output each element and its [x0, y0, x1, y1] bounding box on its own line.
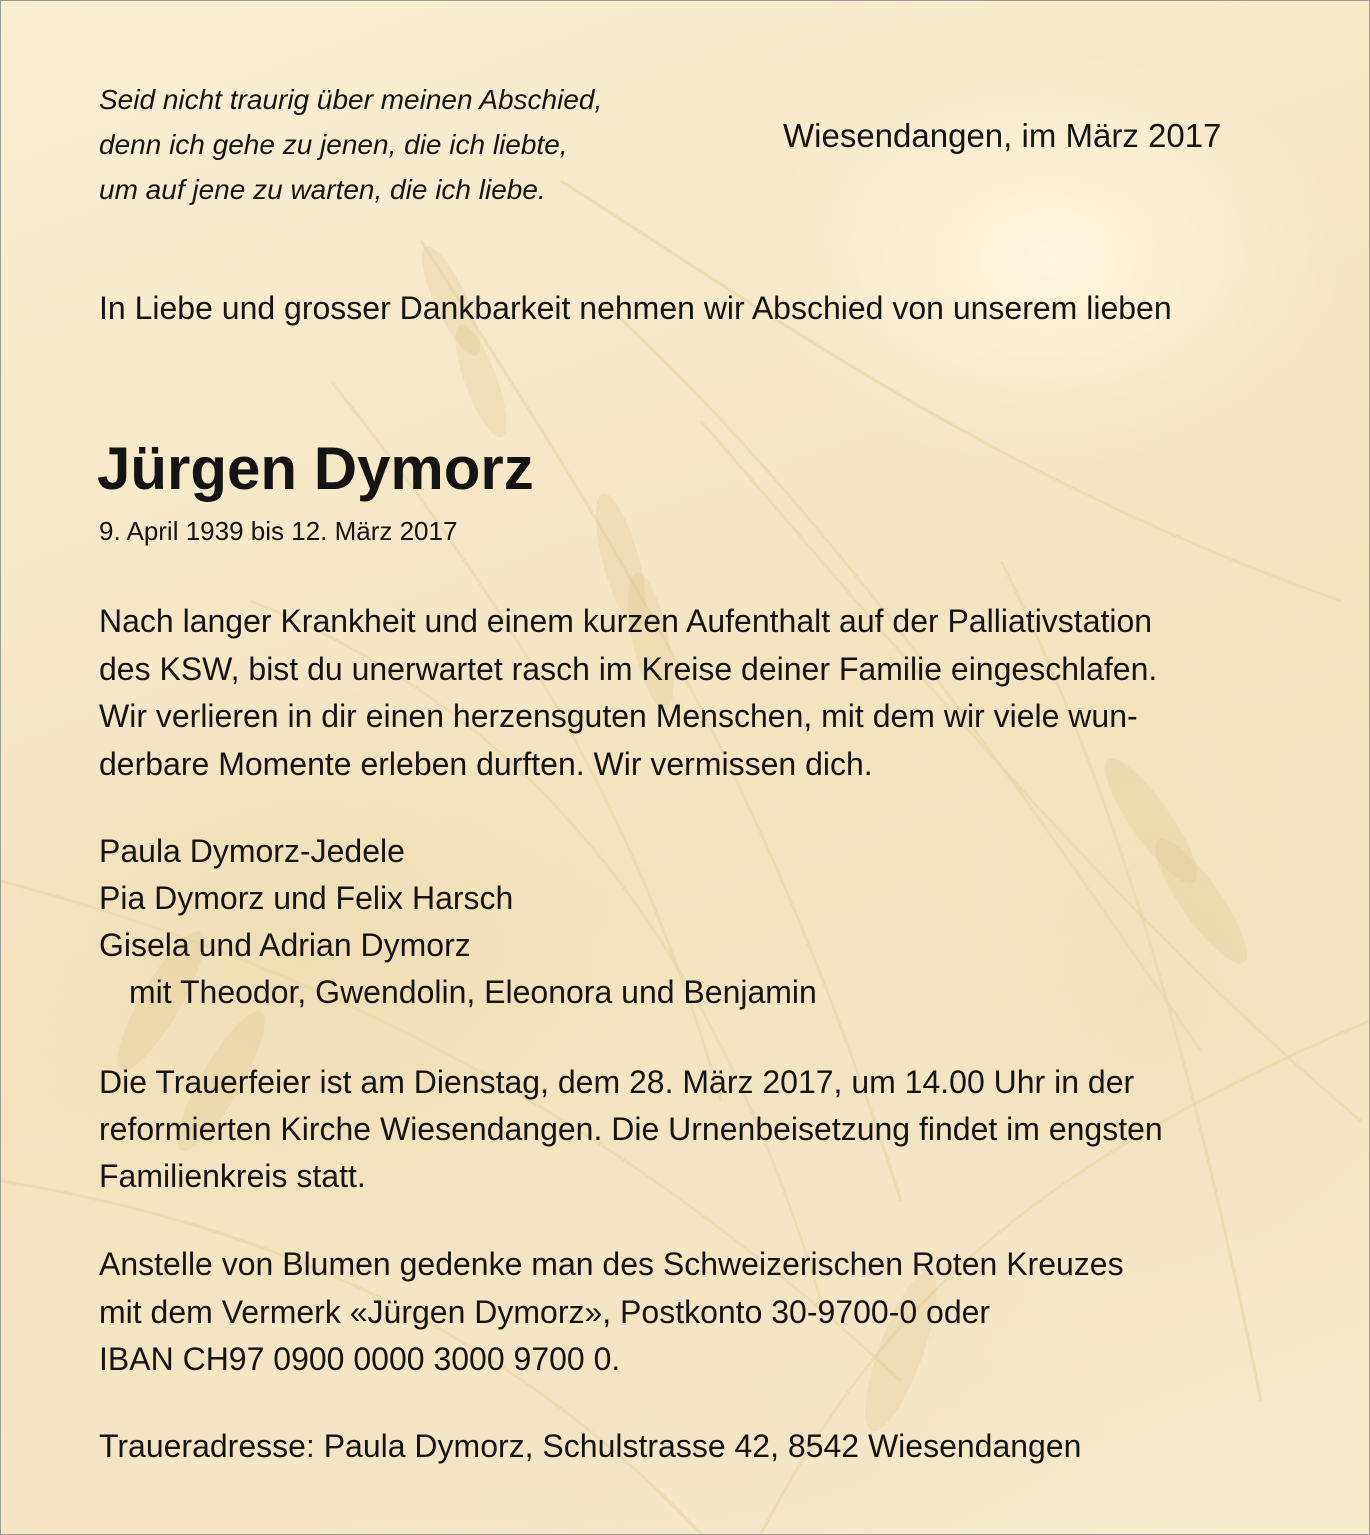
family-member: Paula Dymorz-Jedele	[99, 833, 405, 869]
tribute-text	[99, 598, 1309, 788]
motto-quote	[99, 77, 602, 212]
intro-text: In Liebe und grosser Dankbarkeit nehmen wir Abschied von unserem lieben	[99, 290, 1172, 326]
donation-line: Anstelle von Blumen gedenke man des Schweizerischen Roten Kreuzes	[99, 1246, 1124, 1282]
donation-line: mit dem Vermerk «Jürgen Dymorz», Postkonto 30-9700-0 oder	[99, 1293, 991, 1330]
tribute-line: Nach langer Krankheit und einem kurzen Aufenthalt auf der Palliativstation	[99, 603, 1153, 639]
motto-line: denn ich gehe zu jenen, die ich liebte,	[99, 129, 568, 160]
motto-line: Seid nicht traurig über meinen Abschied,	[99, 84, 603, 115]
family-member: mit Theodor, Gwendolin, Eleonora und Benjamin	[129, 974, 817, 1010]
family-member: Pia Dymorz und Felix Harsch	[99, 880, 514, 916]
mourning-address: Traueradresse: Paula Dymorz, Schulstrasse 42, 8542 Wiesendangen	[99, 1428, 1082, 1464]
service-line: Die Trauerfeier ist am Dienstag, dem 28. März 2017, um 14.00 Uhr in der	[99, 1064, 1135, 1100]
place-date: Wiesendangen, im März 2017	[783, 117, 1222, 154]
funeral-service-info	[99, 1059, 1163, 1200]
life-dates: 9. April 1939 bis 12. März 2017	[99, 516, 458, 546]
tribute-line: Wir verlieren in dir einen herzensguten Menschen, mit dem wir viele wun-	[99, 698, 1138, 734]
motto-line: um auf jene zu warten, die ich liebe.	[99, 174, 546, 205]
service-line: Familienkreis statt.	[99, 1158, 366, 1194]
family-list	[99, 828, 817, 1016]
tribute-line: des KSW, bist du unerwartet rasch im Kreise deiner Familie eingeschlafen.	[99, 650, 1158, 687]
donation-line: IBAN CH97 0900 0000 3000 9700 0.	[99, 1341, 621, 1377]
service-line: reformierten Kirche Wiesendangen. Die Urnenbeisetzung findet im engsten	[99, 1111, 1163, 1147]
tribute-line: derbare Momente erleben durften. Wir vermissen dich.	[99, 745, 873, 782]
donation-info	[99, 1241, 1124, 1384]
family-member: Gisela und Adrian Dymorz	[99, 927, 471, 963]
deceased-name: Jürgen Dymorz	[97, 435, 534, 502]
